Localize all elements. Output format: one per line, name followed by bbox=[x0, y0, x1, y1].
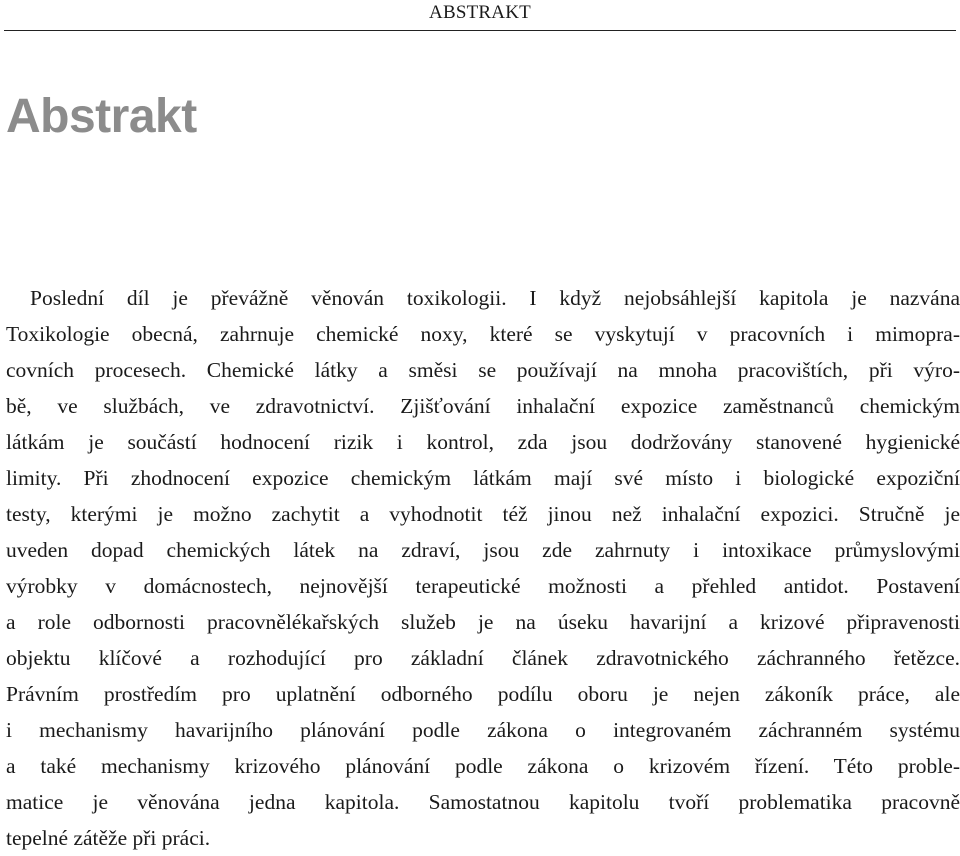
page-title: Abstrakt bbox=[6, 90, 197, 143]
paragraph-line: Právním prostředím pro uplatnění odborného podílu oboru je nejen zákoník práce, ale bbox=[6, 682, 960, 706]
paragraph-line: testy, kterými je možno zachytit a vyhodnotit též jinou než inhalační expozici. Stručně je bbox=[6, 502, 960, 526]
paragraph-line: bě, ve službách, ve zdravotnictví. Zjišťování inhalační expozice zaměstnanců chemickým bbox=[6, 394, 960, 418]
paragraph-line: i mechanismy havarijního plánování podle zákona o integrovaném záchranném systému bbox=[6, 718, 960, 742]
paragraph-line: covních procesech. Chemické látky a směsi se používají na mnoha pracovištích, při výro- bbox=[6, 358, 960, 382]
paragraph-line: výrobky v domácnostech, nejnovější terapeutické možnosti a přehled antidot. Postavení bbox=[6, 574, 960, 598]
paragraph-line: objektu klíčové a rozhodující pro základní článek zdravotnického záchranného řetězce. bbox=[6, 646, 960, 670]
paragraph-line: látkám je součástí hodnocení rizik i kontrol, zda jsou dodržovány stanovené hygienické bbox=[6, 430, 960, 454]
paragraph-line: Toxikologie obecná, zahrnuje chemické noxy, které se vyskytují v pracovních i mimopra- bbox=[6, 322, 960, 346]
paragraph-line: matice je věnována jedna kapitola. Samostatnou kapitolu tvoří problematika pracovně bbox=[6, 790, 960, 814]
paragraph-line: limity. Při zhodnocení expozice chemickým látkám mají své místo i biologické expoziční bbox=[6, 466, 960, 490]
paragraph-line: uveden dopad chemických látek na zdraví, jsou zde zahrnuty i intoxikace průmyslovými bbox=[6, 538, 960, 562]
paragraph-line: Poslední díl je převážně věnován toxikologii. I když nejobsáhlejší kapitola je nazvána bbox=[30, 286, 960, 310]
header-rule bbox=[4, 30, 956, 31]
paragraph-line: a role odbornosti pracovnělékařských služeb je na úseku havarijní a krizové připravenosti bbox=[6, 610, 960, 634]
abstract-paragraph bbox=[6, 280, 960, 856]
running-header: ABSTRAKT bbox=[429, 2, 531, 23]
paragraph-line: a také mechanismy krizového plánování podle zákona o krizovém řízení. Této proble- bbox=[6, 754, 960, 778]
paragraph-line: tepelné zátěže při práci. bbox=[6, 826, 211, 850]
